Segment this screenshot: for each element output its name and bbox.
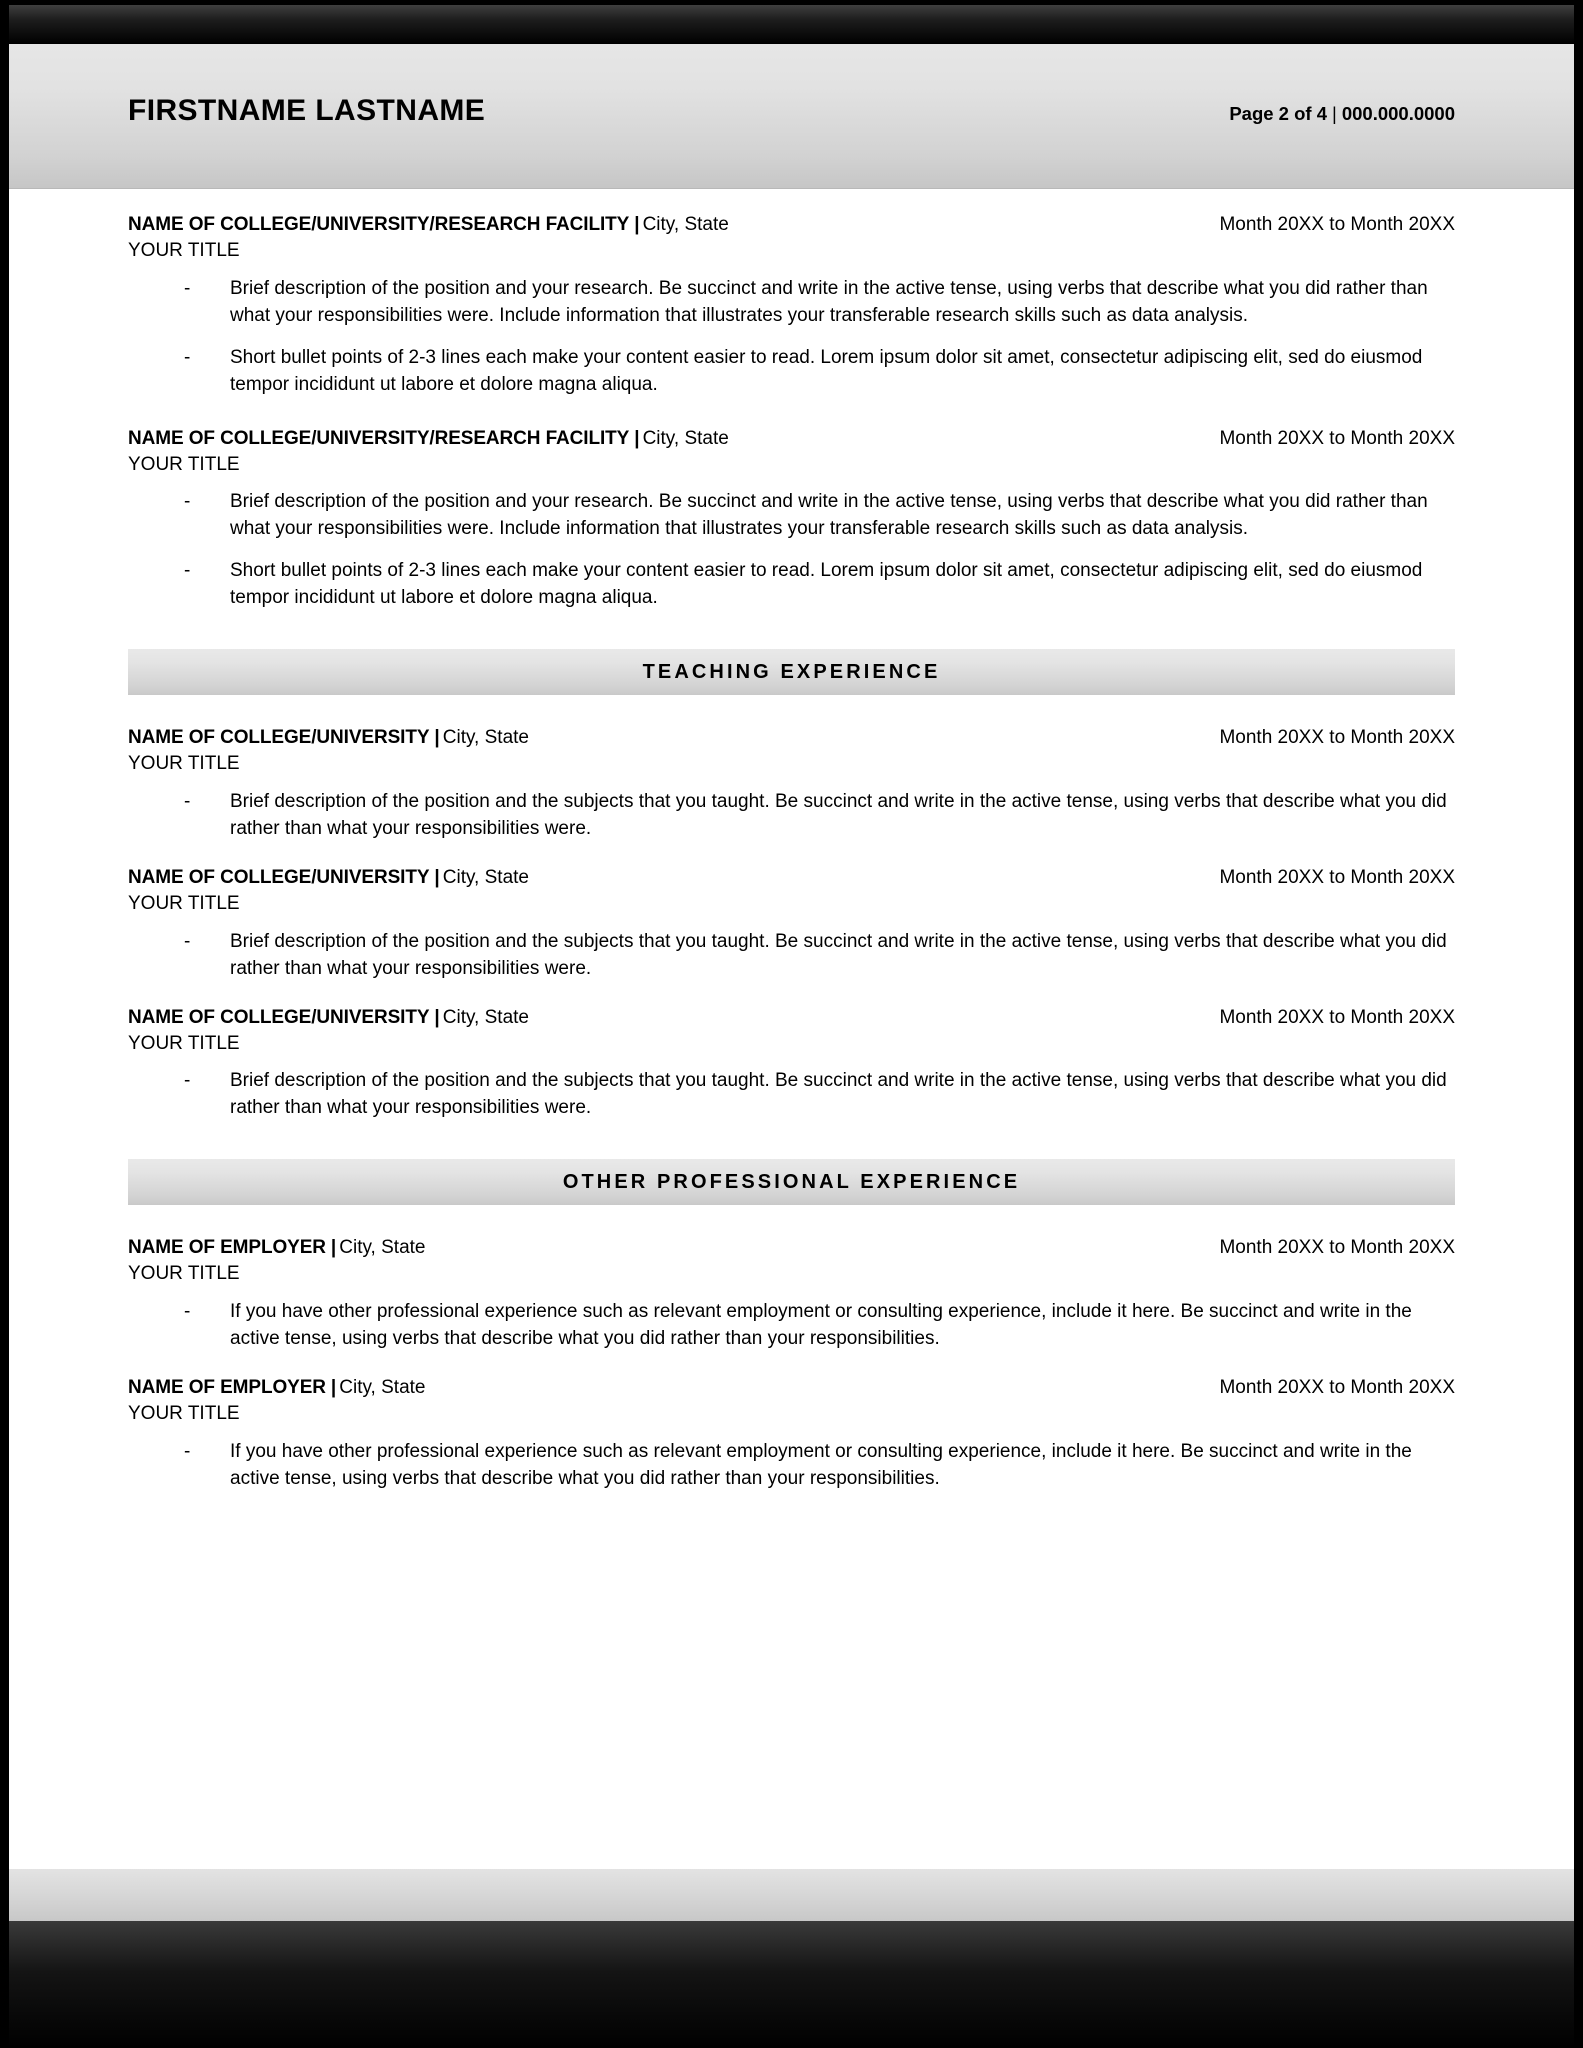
- spacer: [128, 1205, 1455, 1235]
- entry-pipe: |: [330, 1237, 337, 1259]
- entry-organization: [128, 426, 729, 451]
- entry-org-name: NAME OF COLLEGE/UNIVERSITY: [128, 866, 430, 888]
- spacer: [128, 983, 1455, 1005]
- entry-org-name: NAME OF COLLEGE/UNIVERSITY: [128, 1006, 430, 1028]
- entry-organization: [128, 1375, 425, 1400]
- header-meta: [1229, 103, 1455, 125]
- entry-dates: Month 20XX to Month 20XX: [1219, 427, 1455, 449]
- entry-bullet-list: [128, 1068, 1455, 1122]
- entry-job-title: YOUR TITLE: [128, 1402, 240, 1424]
- entry-dates: Month 20XX to Month 20XX: [1219, 727, 1455, 749]
- entry-job-title: YOUR TITLE: [128, 1263, 240, 1285]
- bullet-text: Brief description of the position and your research. Be succinct and write in the active tense, using verbs that describe what you did rather than what your responsibilities were. Include information that illustrates your transferable research skills such as data analysis.: [230, 277, 1428, 326]
- spacer: [128, 843, 1455, 865]
- spacer: [128, 695, 1455, 725]
- teaching-entry: [128, 865, 1455, 983]
- section-header-teaching-experience: [128, 649, 1455, 695]
- entry-location: City, State: [442, 1006, 529, 1028]
- bullet-dash-icon: -: [184, 790, 191, 812]
- entry-job-title: YOUR TITLE: [128, 753, 240, 775]
- page-number-label: Page 2 of 4: [1229, 103, 1328, 124]
- entry-organization: [128, 725, 529, 750]
- entry-organization: [128, 212, 729, 237]
- bullet-text: If you have other professional experience such as relevant employment or consulting experience, include it here. Be succinct and write in the active tense, using verbs that describe what you did rather than your responsibilities.: [230, 1440, 1412, 1489]
- entry-pipe: |: [434, 727, 440, 749]
- bullet-dash-icon: -: [184, 930, 191, 952]
- entry-org-name: NAME OF EMPLOYER: [128, 1376, 326, 1398]
- entry-job-title: YOUR TITLE: [128, 453, 240, 475]
- teaching-entry: [128, 1005, 1455, 1123]
- entry-bullet-list: [128, 1439, 1455, 1493]
- entry-location: City, State: [339, 1376, 426, 1398]
- bullet-dash-icon: -: [184, 491, 191, 513]
- entry-location: City, State: [442, 727, 529, 749]
- entry-dates: Month 20XX to Month 20XX: [1219, 1237, 1455, 1259]
- bullet-dash-icon: -: [184, 560, 191, 582]
- entry-job-title: YOUR TITLE: [128, 240, 240, 262]
- spacer: [128, 399, 1455, 426]
- entry-bullet-list: [128, 276, 1455, 399]
- list-item: [184, 1439, 1455, 1493]
- entry-dates: Month 20XX to Month 20XX: [1219, 214, 1455, 235]
- entry-dates: Month 20XX to Month 20XX: [1219, 866, 1455, 888]
- section-header-other-professional-experience: [128, 1159, 1455, 1205]
- list-item: [184, 929, 1455, 983]
- entry-bullet-list: [128, 489, 1455, 612]
- bullet-text: Brief description of the position and your research. Be succinct and write in the active tense, using verbs that describe what you did rather than what your responsibilities were. Include information that illustrates your transferable research skills such as data analysis.: [230, 491, 1428, 540]
- research-entry: [128, 212, 1455, 399]
- entry-pipe: |: [434, 1006, 440, 1028]
- section-title: TEACHING EXPERIENCE: [642, 660, 941, 683]
- bullet-text: Short bullet points of 2-3 lines each make your content easier to read. Lorem ipsum dolor sit amet, consectetur adipiscing elit, sed do eiusmod tempor incididunt ut labore et dolore magna aliqua.: [230, 346, 1423, 395]
- entry-dates: Month 20XX to Month 20XX: [1219, 1376, 1455, 1398]
- header-separator: |: [1332, 103, 1337, 124]
- entry-org-name: NAME OF COLLEGE/UNIVERSITY/RESEARCH FACILITY: [128, 214, 630, 235]
- bullet-dash-icon: -: [184, 346, 191, 368]
- entry-location: City, State: [642, 214, 729, 235]
- entry-location: City, State: [442, 866, 529, 888]
- entry-dates: Month 20XX to Month 20XX: [1219, 1006, 1455, 1028]
- teaching-entry: [128, 725, 1455, 843]
- page-footer-band: [9, 1869, 1574, 1921]
- page-top-edge: [9, 0, 1574, 5]
- research-entry: [128, 426, 1455, 613]
- resume-body: [128, 212, 1455, 1492]
- entry-pipe: |: [634, 214, 640, 235]
- list-item: [184, 276, 1455, 330]
- spacer: [128, 1353, 1455, 1375]
- page-bottom-decorative-band: [9, 1921, 1574, 2048]
- entry-pipe: |: [330, 1376, 337, 1398]
- entry-location: City, State: [339, 1237, 426, 1259]
- phone-number: 000.000.0000: [1341, 103, 1455, 124]
- bullet-text: Brief description of the position and the subjects that you taught. Be succinct and write in the active tense, using verbs that describe what you did rather than what your responsibilities were.: [230, 1070, 1447, 1119]
- entry-org-name: NAME OF COLLEGE/UNIVERSITY/RESEARCH FACILITY: [128, 427, 630, 449]
- entry-organization: [128, 1235, 425, 1260]
- list-item: [184, 1068, 1455, 1122]
- bullet-dash-icon: -: [184, 1300, 191, 1322]
- list-item: [184, 489, 1455, 543]
- entry-bullet-list: [128, 1299, 1455, 1353]
- bullet-text: If you have other professional experience such as relevant employment or consulting experience, include it here. Be succinct and write in the active tense, using verbs that describe what you did rather than your responsibilities.: [230, 1300, 1412, 1349]
- section-title: OTHER PROFESSIONAL EXPERIENCE: [562, 1170, 1021, 1193]
- list-item: [184, 345, 1455, 399]
- entry-bullet-list: [128, 929, 1455, 983]
- entry-org-name: NAME OF COLLEGE/UNIVERSITY: [128, 727, 430, 749]
- page-top-decorative-band: [9, 0, 1574, 44]
- entry-bullet-list: [128, 789, 1455, 843]
- bullet-dash-icon: -: [184, 1440, 191, 1462]
- list-item: [184, 789, 1455, 843]
- page-header: [9, 44, 1574, 189]
- entry-organization: [128, 865, 529, 890]
- list-item: [184, 558, 1455, 612]
- employment-entry: [128, 1235, 1455, 1353]
- page-title: FIRSTNAME LASTNAME: [128, 94, 486, 127]
- bullet-text: Short bullet points of 2-3 lines each make your content easier to read. Lorem ipsum dolor sit amet, consectetur adipiscing elit, sed do eiusmod tempor incididunt ut labore et dolore magna aliqua.: [230, 560, 1423, 609]
- entry-job-title: YOUR TITLE: [128, 892, 240, 914]
- entry-org-name: NAME OF EMPLOYER: [128, 1237, 326, 1259]
- list-item: [184, 1299, 1455, 1353]
- bullet-dash-icon: -: [184, 1070, 191, 1092]
- bullet-text: Brief description of the position and the subjects that you taught. Be succinct and write in the active tense, using verbs that describe what you did rather than what your responsibilities were.: [230, 790, 1447, 839]
- entry-organization: [128, 1005, 529, 1030]
- entry-job-title: YOUR TITLE: [128, 1032, 240, 1054]
- bullet-dash-icon: -: [184, 277, 191, 299]
- entry-location: City, State: [642, 427, 729, 449]
- entry-pipe: |: [634, 427, 640, 449]
- employment-entry: [128, 1375, 1455, 1493]
- entry-pipe: |: [434, 866, 440, 888]
- bullet-text: Brief description of the position and the subjects that you taught. Be succinct and write in the active tense, using verbs that describe what you did rather than what your responsibilities were.: [230, 930, 1447, 979]
